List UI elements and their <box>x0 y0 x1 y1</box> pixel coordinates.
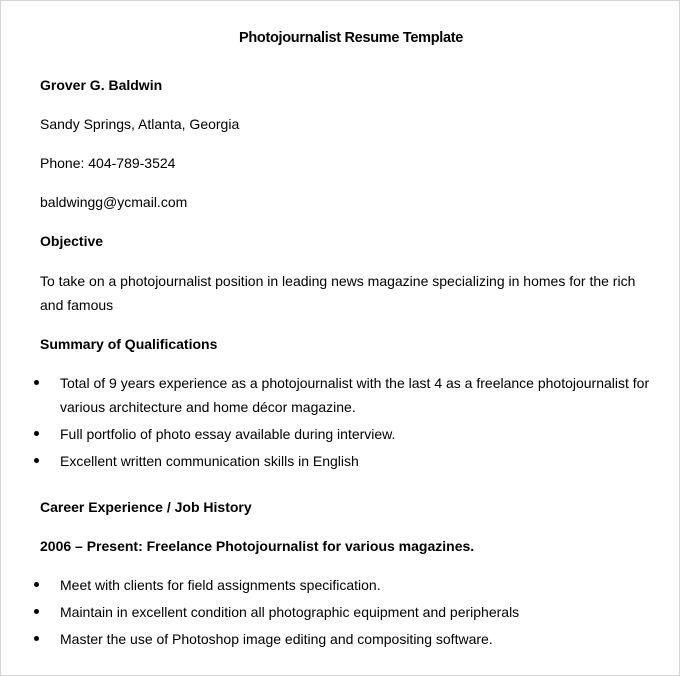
list-item <box>1 600 660 624</box>
list-item-text: Maintain in excellent condition all photographic equipment and peripherals <box>60 604 520 620</box>
objective-text: To take on a photojournalist position in leading news magazine specializing in homes for the rich and famous <box>40 273 636 313</box>
list-item-text: Full portfolio of photo essay available during interview. <box>60 426 396 442</box>
list-item <box>1 627 660 651</box>
bullet-icon <box>34 458 39 463</box>
bullet-icon <box>34 609 39 614</box>
objective-heading: Objective <box>40 233 104 249</box>
summary-heading: Summary of Qualifications <box>40 336 218 352</box>
candidate-address: Sandy Springs, Atlanta, Georgia <box>40 116 240 132</box>
list-item <box>1 371 660 419</box>
summary-list <box>1 371 680 476</box>
list-item-text: Meet with clients for field assignments specification. <box>60 577 381 593</box>
list-item <box>1 449 660 473</box>
career-heading: Career Experience / Job History <box>40 499 252 515</box>
document-title: Photojournalist Resume Template <box>238 30 464 46</box>
bullet-icon <box>34 431 39 436</box>
list-item-text: Excellent written communication skills in English <box>60 453 359 469</box>
bullet-icon <box>34 380 39 385</box>
candidate-name: Grover G. Baldwin <box>40 77 163 93</box>
list-item <box>1 422 660 446</box>
list-item-text: Total of 9 years experience as a photojournalist with the last 4 as a freelance photojournalist for various architecture and home décor magazine. <box>60 375 650 415</box>
list-item-text: Master the use of Photoshop image editing and compositing software. <box>60 631 493 647</box>
career-position: 2006 – Present: Freelance Photojournalist for various magazines. <box>40 538 475 554</box>
bullet-icon <box>34 636 39 641</box>
bullet-icon <box>34 582 39 587</box>
list-item <box>1 573 660 597</box>
career-list <box>1 573 680 654</box>
candidate-phone: Phone: 404-789-3524 <box>40 155 176 171</box>
candidate-email: baldwingg@ycmail.com <box>40 194 188 210</box>
